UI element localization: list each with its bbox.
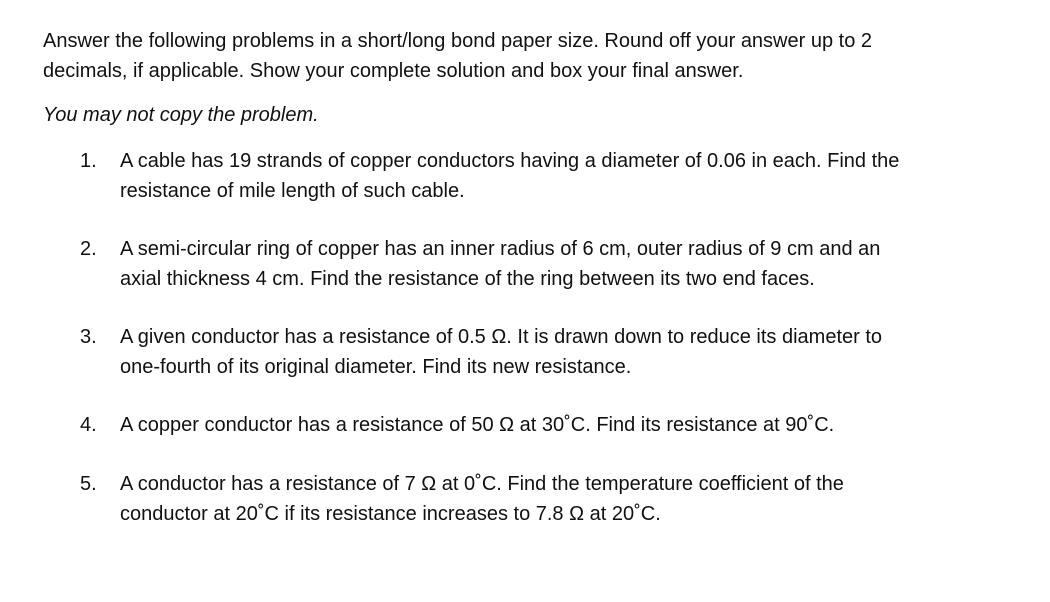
instructions-paragraph xyxy=(43,26,1033,86)
problem-line: axial thickness 4 cm. Find the resistance of the ring between its two end faces. xyxy=(120,268,815,290)
problem-number: 2. xyxy=(80,238,97,260)
problem-item-1 xyxy=(80,146,1045,206)
problem-line: resistance of mile length of such cable. xyxy=(120,180,465,202)
problem-line: conductor at 20˚C if its resistance increases to 7.8 Ω at 20˚C. xyxy=(120,503,661,525)
problem-item-4 xyxy=(80,410,1045,440)
problem-number: 5. xyxy=(80,473,97,495)
problem-line: A copper conductor has a resistance of 50 Ω at 30˚C. Find its resistance at 90˚C. xyxy=(120,414,835,436)
problem-line: A conductor has a resistance of 7 Ω at 0˚C. Find the temperature coefficient of the xyxy=(120,473,844,495)
problem-text xyxy=(120,410,1045,440)
problem-item-3 xyxy=(80,322,1045,382)
problem-line: A cable has 19 strands of copper conductors having a diameter of 0.06 in each. Find the xyxy=(120,150,900,172)
problem-number: 1. xyxy=(80,150,97,172)
instructions-line-1: Answer the following problems in a short/long bond paper size. Round off your answer up to 2 xyxy=(43,30,873,52)
instructions-line-2: decimals, if applicable. Show your complete solution and box your final answer. xyxy=(43,60,744,82)
problem-item-2 xyxy=(80,234,1045,294)
problem-number: 4. xyxy=(80,414,97,436)
note-text: You may not copy the problem. xyxy=(43,104,319,126)
problem-text xyxy=(120,469,1045,529)
problem-text xyxy=(120,234,1045,294)
problem-item-5 xyxy=(80,469,1045,529)
problem-text xyxy=(120,146,1045,206)
problem-line: A given conductor has a resistance of 0.5 Ω. It is drawn down to reduce its diameter to xyxy=(120,326,883,348)
problem-line: A semi-circular ring of copper has an inner radius of 6 cm, outer radius of 9 cm and an xyxy=(120,238,881,260)
problem-number: 3. xyxy=(80,326,97,348)
problem-line: one-fourth of its original diameter. Find its new resistance. xyxy=(120,356,632,378)
problem-text xyxy=(120,322,1045,382)
